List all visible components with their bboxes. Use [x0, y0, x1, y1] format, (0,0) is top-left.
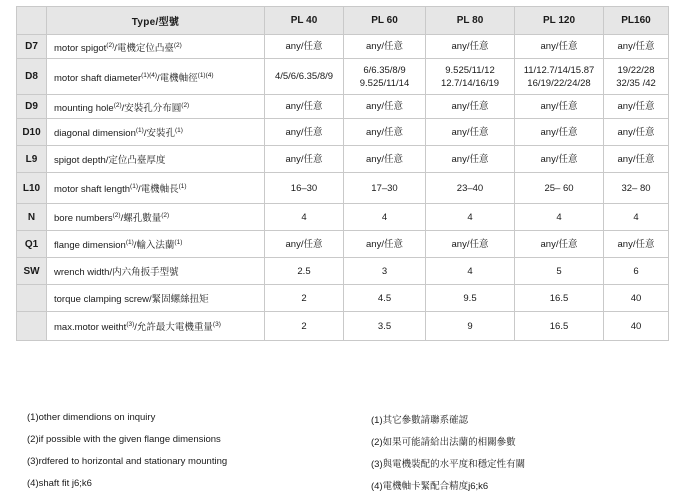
value-line: 16/19/22/24/28: [527, 77, 591, 89]
value-line: any/任意: [366, 126, 403, 138]
value-line: 16.5: [549, 320, 569, 332]
value-line: 32– 80: [621, 182, 651, 194]
value-cell: [426, 119, 515, 146]
description-footnote-ref: (2): [181, 101, 190, 109]
value-cell: [604, 95, 669, 119]
value-cell: [344, 312, 426, 341]
row-description: [47, 312, 265, 341]
value-cell: [515, 258, 604, 285]
description-cn: /電機軸長: [138, 184, 179, 195]
value-line: 40: [630, 320, 642, 332]
value-cell: [426, 312, 515, 341]
description-footnote-ref: (1): [135, 126, 144, 134]
table-row: [17, 312, 669, 341]
header-blank-cell: [17, 7, 47, 35]
footnote-en-4: (4)shaft fit j6;k6: [27, 478, 92, 489]
description-en: motor shaft diameter: [54, 72, 142, 84]
description-en: bore numbers: [54, 213, 113, 224]
description-en: max.motor weitht: [54, 322, 127, 333]
value-line: any/任意: [540, 238, 578, 250]
description-cn: /安裝孔: [143, 128, 175, 139]
value-line: 9.5: [463, 292, 477, 304]
row-code: D7: [17, 35, 47, 59]
value-cell: [515, 285, 604, 312]
value-cell: [265, 95, 344, 119]
value-line: 32/35 /42: [616, 77, 656, 89]
value-line: 6/6.35/8/9: [363, 64, 406, 76]
value-cell: [604, 146, 669, 173]
footnote-cn-4: (4)電機軸卡緊配合精度j6;k6: [371, 481, 489, 492]
value-cell: [344, 231, 426, 258]
value-cell: [344, 119, 426, 146]
value-cell: [515, 204, 604, 231]
description-cn: /輸入法蘭: [133, 240, 175, 251]
footnote-cn-3: (3)與電機裝配的水平度和穩定性有關: [371, 459, 526, 470]
footnote-en-1: (1)other dimendions on inquiry: [27, 412, 156, 423]
header-model-pl60: PL 60: [344, 7, 426, 35]
table-row: [17, 119, 669, 146]
value-cell: [604, 231, 669, 258]
value-line: 2: [301, 292, 307, 304]
value-line: 4: [301, 211, 307, 223]
description-footnote-ref: (1): [174, 126, 183, 134]
table-row: [17, 35, 669, 59]
value-cell: [604, 312, 669, 341]
description-en: motor spigot: [54, 42, 107, 54]
value-line: 6: [633, 265, 639, 277]
value-line: 4.5: [377, 292, 392, 304]
value-cell: [604, 285, 669, 312]
description-footnote-ref: (1): [125, 238, 134, 246]
header-row: [17, 7, 669, 35]
value-line: 4: [633, 211, 639, 223]
value-line: any/任意: [285, 41, 323, 52]
value-cell: [344, 258, 426, 285]
value-cell: [426, 258, 515, 285]
value-cell: [515, 35, 604, 59]
description-footnote-ref: (2): [112, 211, 121, 219]
value-line: 5: [556, 265, 562, 277]
row-code: L10: [17, 173, 47, 204]
value-line: any/任意: [285, 238, 323, 250]
footnote-en-3: (3)rdfered to horizontal and stationary mounting: [27, 456, 228, 467]
description-en: diagonal dimension: [54, 128, 136, 139]
value-cell: [344, 35, 426, 59]
spec-table: [16, 6, 669, 341]
value-line: 2: [301, 320, 307, 332]
value-cell: [426, 35, 515, 59]
value-line: 17–30: [371, 182, 398, 194]
row-code: N: [17, 204, 47, 231]
row-code: L9: [17, 146, 47, 173]
value-line: 12.7/14/16/19: [440, 77, 500, 89]
table-row: [17, 231, 669, 258]
row-code: D10: [17, 119, 47, 146]
value-line: any/任意: [617, 41, 655, 52]
value-line: 4: [381, 211, 388, 223]
value-line: any/任意: [617, 101, 655, 112]
value-cell: [265, 146, 344, 173]
value-line: 16.5: [549, 292, 569, 304]
value-cell: [265, 312, 344, 341]
description-en: wrench width: [54, 267, 110, 278]
footnote-cn-1: (1)其它參數請聯系確認: [371, 415, 469, 426]
value-line: any/任意: [451, 153, 489, 165]
description-footnote-ref: (1): [178, 182, 187, 190]
value-line: any/任意: [540, 101, 578, 112]
row-code: Q1: [17, 231, 47, 258]
header-model-pl40: PL 40: [265, 7, 344, 35]
footnote-row: [27, 456, 667, 470]
value-line: 4: [467, 265, 473, 277]
value-line: 16–30: [290, 182, 318, 194]
value-cell: [604, 258, 669, 285]
description-footnote-ref: (3): [212, 320, 221, 328]
value-line: 40: [630, 292, 642, 304]
row-description: [47, 95, 265, 119]
description-footnote-ref: (3): [126, 320, 135, 328]
description-footnote-ref: (1): [130, 182, 138, 190]
description-footnote-ref: (1): [174, 238, 183, 246]
description-cn: /螺孔數量: [120, 213, 162, 224]
footnote-en-2: (2)if possible with the given flange dimensions: [27, 434, 221, 445]
value-cell: [426, 285, 515, 312]
value-line: any/任意: [366, 41, 403, 52]
row-description: [47, 119, 265, 146]
value-cell: [604, 173, 669, 204]
value-cell: [265, 231, 344, 258]
value-cell: [265, 258, 344, 285]
value-line: any/任意: [451, 41, 489, 52]
value-cell: [604, 204, 669, 231]
value-cell: [426, 231, 515, 258]
value-cell: [426, 204, 515, 231]
value-line: any/任意: [285, 101, 323, 112]
value-line: any/任意: [366, 238, 403, 250]
description-footnote-ref: (2): [161, 211, 170, 219]
value-cell: [515, 231, 604, 258]
value-cell: [265, 35, 344, 59]
value-line: any/任意: [617, 126, 655, 138]
value-cell: [265, 204, 344, 231]
description-en: spigot depth: [54, 155, 106, 166]
table-row: [17, 173, 669, 204]
table-row: [17, 285, 669, 312]
value-cell: [426, 146, 515, 173]
table-row: [17, 258, 669, 285]
footnote-cn-2: (2)如果可能請給出法蘭的相關參數: [371, 437, 516, 448]
value-line: 9: [467, 320, 473, 332]
table-row: [17, 146, 669, 173]
row-code: [17, 312, 47, 341]
value-cell: [344, 95, 426, 119]
header-model-pl80: PL 80: [426, 7, 515, 35]
value-line: any/任意: [285, 153, 323, 165]
description-cn: /電機定位凸臺: [114, 42, 174, 54]
value-cell: [265, 285, 344, 312]
value-cell: [426, 59, 515, 95]
value-line: 4: [556, 211, 562, 223]
value-line: any/任意: [451, 238, 489, 250]
value-line: any/任意: [451, 101, 489, 112]
value-line: 25– 60: [544, 182, 574, 194]
value-line: 3: [381, 265, 388, 277]
value-line: any/任意: [366, 101, 403, 112]
value-cell: [604, 35, 669, 59]
table-row: [17, 59, 669, 95]
row-description: [47, 173, 265, 204]
row-code: D9: [17, 95, 47, 119]
description-cn: /允許最大電機重量: [134, 322, 213, 333]
description-en: flange dimension: [54, 240, 126, 251]
value-line: any/任意: [617, 238, 655, 250]
value-cell: [515, 59, 604, 95]
value-line: 9.525/11/14: [359, 77, 410, 89]
description-footnote-ref: (2): [106, 41, 115, 49]
value-cell: [515, 95, 604, 119]
value-line: any/任意: [285, 126, 323, 138]
value-line: any/任意: [366, 153, 403, 165]
row-description: [47, 35, 265, 59]
header-model-pl120: PL 120: [515, 7, 604, 35]
value-cell: [604, 59, 669, 95]
description-cn: /安裝孔分布圓: [121, 102, 182, 114]
value-cell: [515, 312, 604, 341]
spec-table-body: [17, 35, 669, 341]
value-line: 23–40: [456, 182, 484, 194]
description-footnote-ref: (1)(4): [197, 71, 214, 79]
description-cn: /定位凸臺厚度: [105, 155, 166, 166]
row-description: [47, 204, 265, 231]
value-cell: [426, 95, 515, 119]
description-en: mounting hole: [54, 102, 114, 114]
value-cell: [265, 173, 344, 204]
table-row: [17, 204, 669, 231]
value-cell: [515, 146, 604, 173]
row-description: [47, 258, 265, 285]
row-description: [47, 285, 265, 312]
value-line: any/任意: [617, 153, 655, 165]
table-row: [17, 95, 669, 119]
description-cn: /電機軸徑: [157, 72, 198, 84]
description-footnote-ref: (2): [113, 101, 122, 109]
row-code: SW: [17, 258, 47, 285]
value-line: any/任意: [540, 126, 578, 138]
header-type-label: Type/型號: [47, 7, 265, 35]
value-cell: [515, 173, 604, 204]
value-line: any/任意: [451, 126, 489, 138]
value-line: 11/12.7/14/15.87: [523, 64, 595, 76]
value-cell: [426, 173, 515, 204]
value-cell: [265, 59, 344, 95]
value-line: 3.5: [377, 320, 392, 332]
value-line: any/任意: [540, 41, 578, 52]
row-description: [47, 146, 265, 173]
row-code: D8: [17, 59, 47, 95]
description-footnote-ref: (1)(4): [141, 71, 158, 79]
value-cell: [344, 285, 426, 312]
footnote-row: [27, 478, 667, 492]
value-cell: [515, 119, 604, 146]
value-cell: [344, 59, 426, 95]
description-footnote-ref: (2): [173, 41, 182, 49]
value-cell: [265, 119, 344, 146]
value-line: 4: [467, 211, 473, 223]
value-line: 19/22/28: [617, 64, 655, 76]
footnote-row: [27, 434, 667, 448]
header-model-pl160: PL160: [604, 7, 669, 35]
value-cell: [344, 204, 426, 231]
description-cn: /内六角扳手型號: [109, 267, 179, 278]
value-cell: [344, 146, 426, 173]
description-en: torque clamping screw: [54, 294, 150, 305]
footnote-row: [27, 412, 667, 426]
row-description: [47, 59, 265, 95]
description-en: motor shaft length: [54, 184, 131, 195]
value-line: 9.525/11/12: [445, 64, 495, 76]
row-code: [17, 285, 47, 312]
description-cn: /緊固螺絲扭矩: [149, 294, 209, 305]
value-line: any/任意: [540, 153, 578, 165]
value-line: 2.5: [297, 265, 311, 277]
row-description: [47, 231, 265, 258]
value-line: 4/5/6/6.35/8/9: [274, 71, 334, 82]
value-cell: [604, 119, 669, 146]
value-cell: [344, 173, 426, 204]
